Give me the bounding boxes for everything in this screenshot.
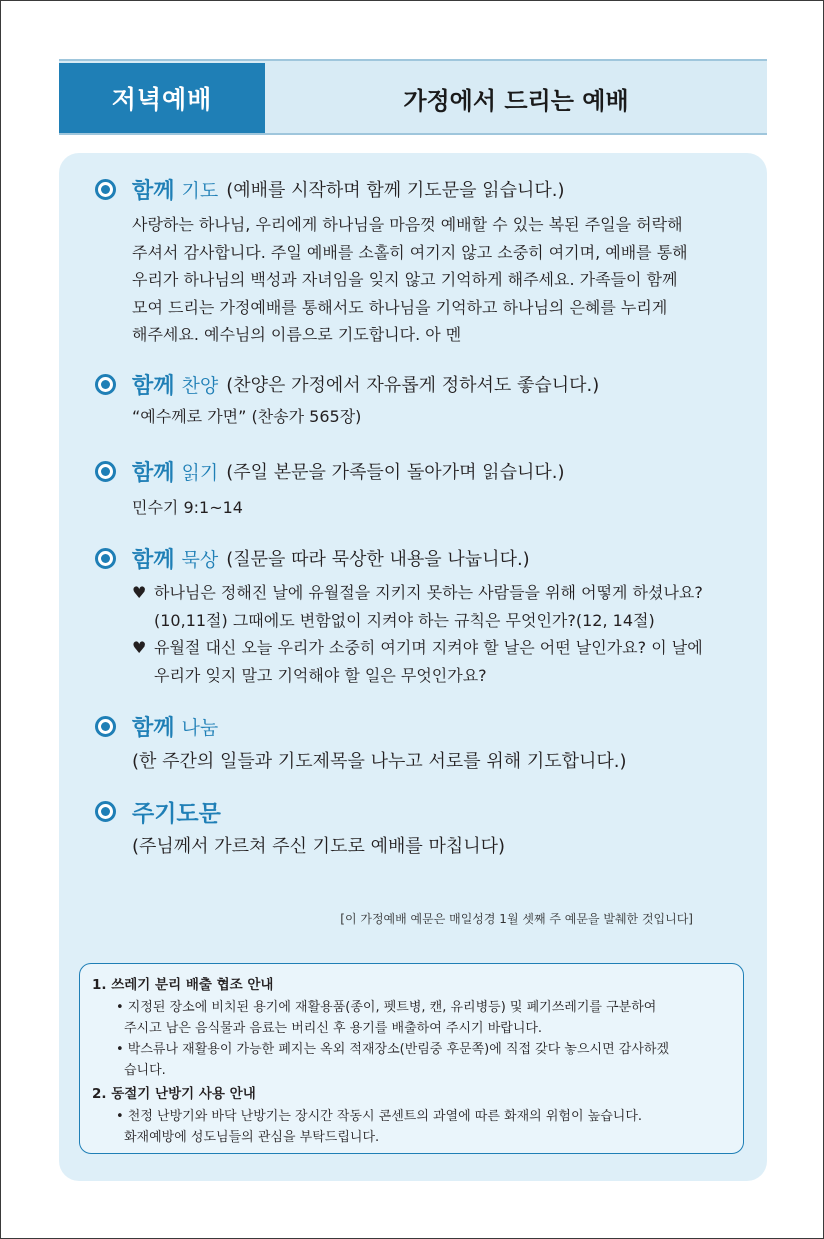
section-label: 함께 (132, 547, 175, 573)
section-sublabel: 묵상 (181, 548, 219, 571)
notice-line: 주시고 남은 음식물과 음료는 버리신 후 용기를 배출하여 주시기 바랍니다. (124, 1021, 543, 1036)
question-text: 하나님은 정해진 날에 유월절을 지키지 못하는 사람들을 위해 어떻게 하셨나요? (154, 583, 703, 602)
section-sharing (95, 711, 747, 777)
section-lords-prayer (95, 796, 747, 862)
section-label: 함께 (132, 460, 175, 486)
circle-bullet-icon (95, 716, 116, 737)
section-praise (95, 369, 747, 431)
section-reading (95, 456, 747, 522)
section-note: (찬양은 가정에서 자유롭게 정하셔도 좋습니다.) (226, 375, 600, 396)
section-header (95, 796, 747, 826)
notice-title: 2. 동절기 난방기 사용 안내 (92, 1086, 256, 1102)
circle-bullet-icon (95, 801, 116, 822)
section-header (95, 543, 747, 573)
source-footnote: [이 가정예배 예문은 매일성경 1월 셋째 주 예문을 발췌한 것입니다] (340, 912, 693, 926)
circle-bullet-icon (95, 461, 116, 482)
section-label: 함께 (132, 178, 175, 204)
section-label: 함께 (132, 373, 175, 399)
question-text: 우리가 잊지 말고 기억해야 할 일은 무엇인가요? (154, 665, 487, 685)
question-text: 유월절 대신 오늘 우리가 소중히 여기며 지켜야 할 날은 어떤 날인가요? 이 날에 (154, 638, 703, 657)
section-sublabel: 찬양 (181, 374, 219, 397)
hymn-line: “예수께로 가면” (찬송가 565장) (132, 407, 362, 426)
section-label: 주기도문 (132, 800, 221, 827)
circle-bullet-icon (95, 548, 116, 569)
circle-bullet-icon (95, 179, 116, 200)
question-item (132, 579, 747, 634)
notice-title: 1. 쓰레기 분리 배출 협조 안내 (92, 977, 274, 993)
section-header (95, 456, 747, 486)
section-header (95, 711, 747, 741)
section-sublabel: 나눔 (181, 716, 219, 739)
section-note: (질문을 따라 묵상한 내용을 나눕니다.) (226, 549, 530, 570)
scripture-reference: 민수기 9:1~14 (132, 498, 243, 517)
lords-prayer-note: (주님께서 가르쳐 주신 기도로 예배를 마칩니다) (132, 836, 506, 857)
section-label: 함께 (132, 715, 175, 741)
section-prayer (95, 174, 747, 349)
notice-line: • 박스류나 재활용이 가능한 폐지는 옥외 적재장소(반림중 후문쪽)에 직접 갖다 놓으시면 감사하겠 (116, 1042, 670, 1057)
section-note: (주일 본문을 가족들이 돌아가며 읽습니다.) (226, 462, 565, 483)
prayer-line: 모여 드리는 가정예배를 통해서도 하나님을 기억하고 하나님의 은혜를 누리게 (132, 297, 668, 317)
question-item (132, 634, 747, 689)
header-band (59, 59, 767, 135)
prayer-line: 해주세요. 예수님의 이름으로 기도합니다. 아 멘 (132, 325, 462, 344)
worship-panel (59, 153, 767, 1181)
notice-line: • 지정된 장소에 비치된 용기에 재활용품(종이, 펫트병, 캔, 유리병등) 및 폐기쓰레기를 구분하여 (116, 1000, 657, 1015)
question-text: (10,11절) 그때에도 변함없이 지켜야 하는 규칙은 무엇인가?(12, 14절) (154, 610, 655, 630)
notice-line: 습니다. (124, 1063, 166, 1078)
prayer-line: 주셔서 감사합니다. 주일 예배를 소홀히 여기지 않고 소중히 여기며, 예배를 통해 (132, 242, 688, 262)
notice-line: 화재예방에 성도님들의 관심을 부탁드립니다. (124, 1130, 380, 1145)
notice-box (79, 963, 744, 1154)
page-title: 가정에서 드리는 예배 (403, 86, 629, 115)
section-header (95, 369, 747, 399)
prayer-line: 사랑하는 하나님, 우리에게 하나님을 마음껏 예배할 수 있는 복된 주일을 허락해 (132, 215, 683, 234)
circle-bullet-icon (95, 374, 116, 395)
section-meditation (95, 543, 747, 689)
heart-icon: ♥ (132, 638, 147, 657)
service-tab: 저녁예배 (59, 63, 265, 133)
heart-icon: ♥ (132, 583, 147, 602)
section-sublabel: 기도 (181, 179, 219, 202)
section-note: (예배를 시작하며 함께 기도문을 읽습니다.) (226, 180, 565, 201)
prayer-line: 우리가 하나님의 백성과 자녀임을 잊지 않고 기억하게 해주세요. 가족들이 함께 (132, 270, 678, 289)
section-sublabel: 읽기 (181, 461, 219, 484)
sharing-note: (한 주간의 일들과 기도제목을 나누고 서로를 위해 기도합니다.) (132, 751, 627, 772)
section-header (95, 174, 747, 204)
prayer-text (132, 211, 747, 349)
notice-line: • 천정 난방기와 바닥 난방기는 장시간 작동시 콘센트의 과열에 따른 화재의 위험이 높습니다. (116, 1109, 643, 1124)
